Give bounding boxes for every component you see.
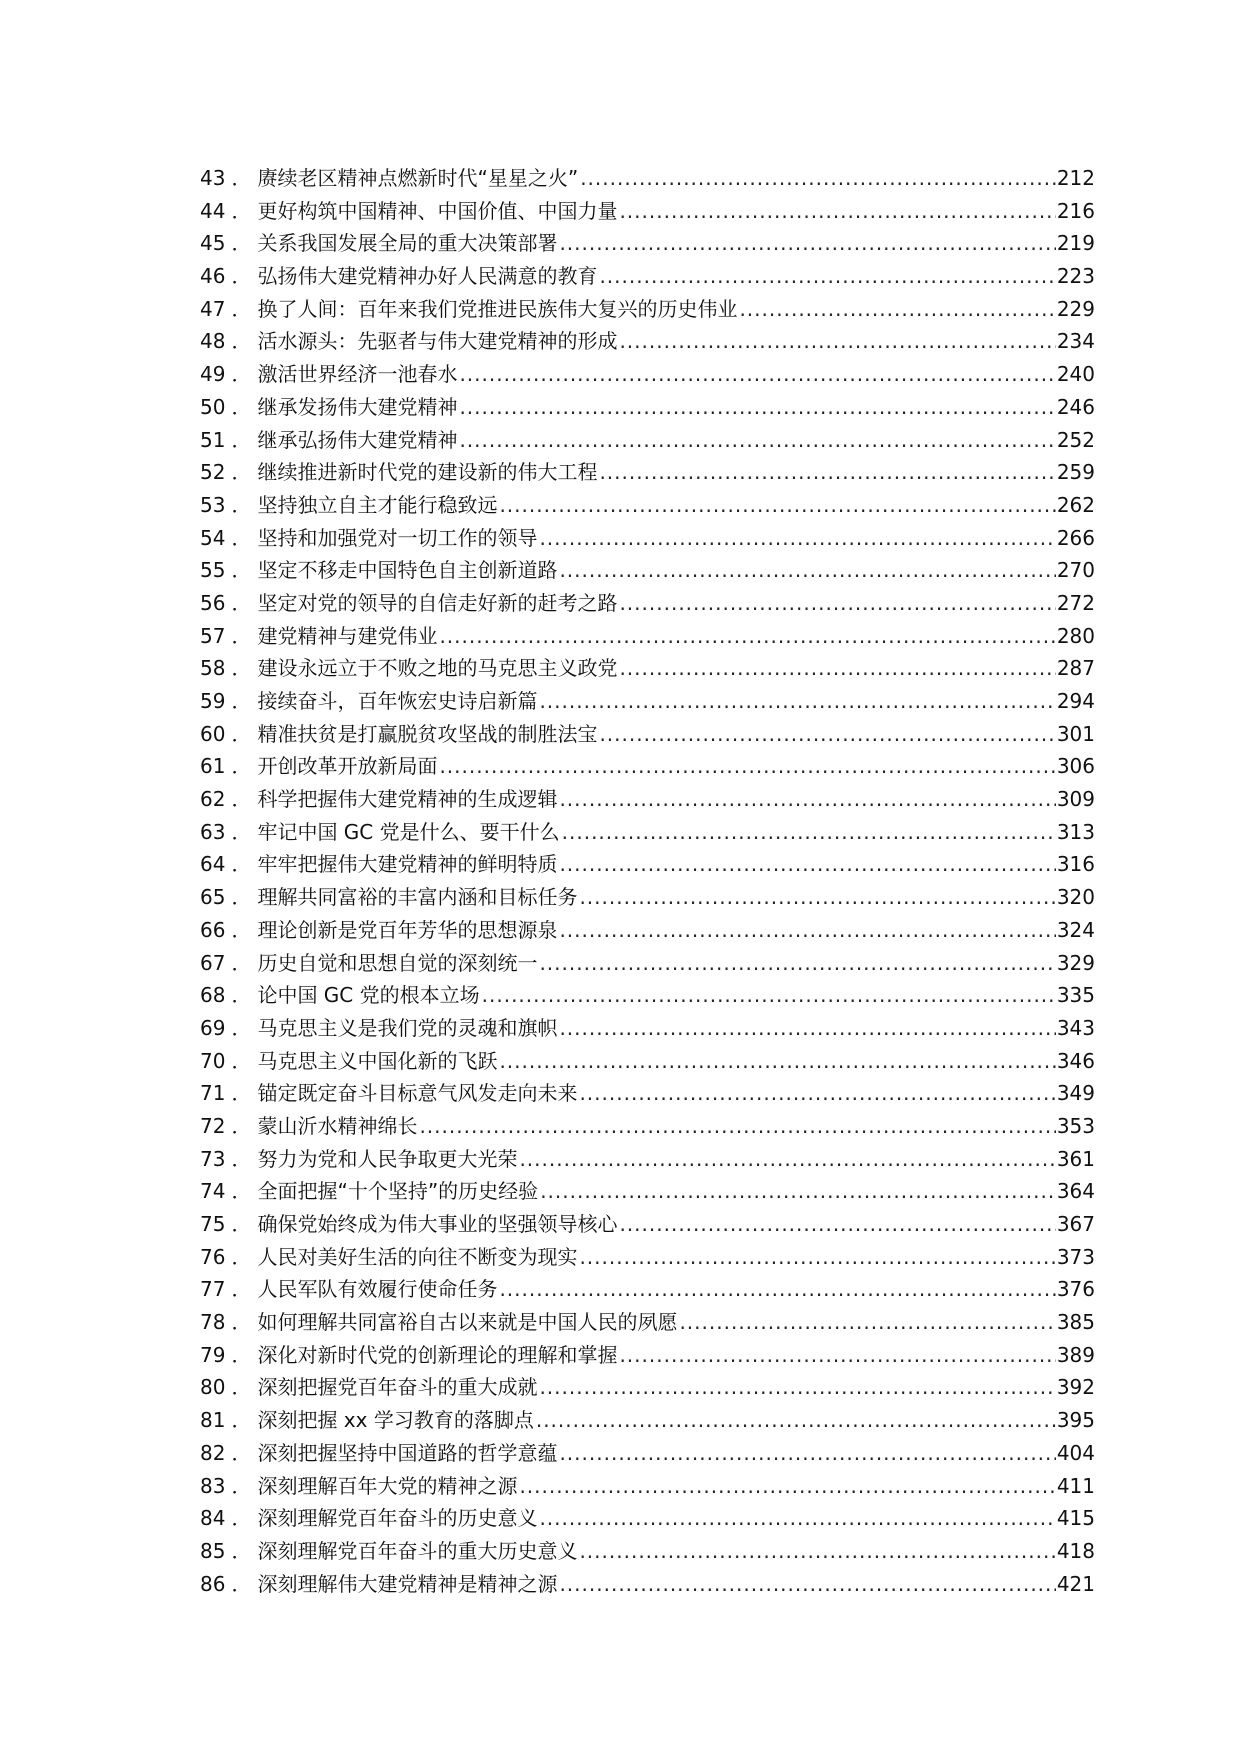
entry-title: 精准扶贫是打赢脱贫攻坚战的制胜法宝 <box>257 721 598 746</box>
entry-title: 理论创新是党百年芳华的思想源泉 <box>257 917 558 942</box>
toc-entry[interactable] <box>200 1273 1095 1306</box>
entry-separator: ． <box>231 656 252 681</box>
entry-page-number: 212 <box>1056 166 1095 190</box>
toc-entry[interactable] <box>200 979 1095 1012</box>
entry-number: 75 <box>200 1212 226 1236</box>
toc-entry[interactable] <box>200 1339 1095 1372</box>
entry-separator: ． <box>231 558 252 583</box>
entry-page-number: 346 <box>1056 1048 1095 1073</box>
entry-page-number: 309 <box>1056 787 1095 812</box>
entry-page-number: 404 <box>1056 1440 1095 1465</box>
dot-leader <box>559 554 1055 587</box>
entry-number: 53 <box>200 492 226 517</box>
entry-title: 建设永远立于不败之地的马克思主义政党 <box>257 656 618 681</box>
dot-leader <box>519 1143 1055 1176</box>
entry-separator: ． <box>231 264 252 289</box>
entry-page-number: 270 <box>1056 558 1095 583</box>
entry-page-number: 252 <box>1056 427 1095 452</box>
entry-separator: ． <box>231 1146 252 1171</box>
entry-separator: ． <box>231 1179 252 1204</box>
entry-number: 68 <box>200 983 226 1008</box>
entry-title: 深刻把握 xx 学习教育的落脚点 <box>257 1408 534 1433</box>
toc-entry[interactable] <box>200 816 1095 849</box>
toc-entry[interactable] <box>200 1502 1095 1535</box>
toc-entry[interactable] <box>200 554 1095 587</box>
entry-number: 66 <box>200 917 226 942</box>
dot-leader <box>459 424 1055 457</box>
entry-separator: ． <box>231 689 252 713</box>
entry-page-number: 367 <box>1056 1212 1095 1236</box>
dot-leader <box>559 1437 1055 1470</box>
entry-page-number: 280 <box>1056 623 1095 648</box>
dot-leader <box>599 456 1055 489</box>
toc-entry[interactable] <box>200 391 1095 424</box>
entry-page-number: 395 <box>1056 1408 1095 1433</box>
dot-leader <box>459 358 1055 391</box>
entry-separator: ． <box>231 296 252 321</box>
entry-title: 激活世界经济一池春水 <box>257 362 458 387</box>
entry-number: 84 <box>200 1506 226 1531</box>
dot-leader <box>439 750 1055 783</box>
entry-page-number: 259 <box>1056 460 1095 485</box>
entry-separator: ． <box>231 917 252 942</box>
entry-page-number: 421 <box>1056 1571 1095 1596</box>
entry-number: 83 <box>200 1473 226 1498</box>
dot-leader <box>439 620 1055 653</box>
entry-title: 理解共同富裕的丰富内涵和目标任务 <box>257 885 578 910</box>
entry-number: 59 <box>200 689 226 713</box>
entry-title: 坚定不移走中国特色自主创新道路 <box>257 558 558 583</box>
entry-separator: ． <box>231 525 252 550</box>
toc-entry[interactable] <box>200 1437 1095 1470</box>
entry-separator: ． <box>231 1212 252 1236</box>
dot-leader <box>539 522 1055 555</box>
entry-number: 85 <box>200 1538 226 1563</box>
entry-number: 71 <box>200 1081 226 1106</box>
toc-entry[interactable] <box>200 1568 1095 1601</box>
entry-number: 79 <box>200 1342 226 1367</box>
entry-title: 继续推进新时代党的建设新的伟大工程 <box>257 460 598 485</box>
entry-page-number: 234 <box>1056 329 1095 354</box>
entry-number: 64 <box>200 852 226 877</box>
entry-separator: ． <box>231 492 252 517</box>
entry-page-number: 301 <box>1056 721 1095 746</box>
entry-separator: ． <box>231 1571 252 1596</box>
entry-number: 72 <box>200 1113 226 1138</box>
entry-page-number: 223 <box>1056 264 1095 289</box>
dot-leader <box>579 1535 1055 1568</box>
entry-number: 78 <box>200 1310 226 1335</box>
entry-title: 继承发扬伟大建党精神 <box>257 394 458 419</box>
entry-title: 接续奋斗，百年恢宏史诗启新篇 <box>257 689 538 713</box>
toc-entry[interactable] <box>200 227 1095 260</box>
toc-entry[interactable] <box>200 718 1095 751</box>
table-of-contents <box>200 162 1095 1600</box>
toc-entry[interactable] <box>200 881 1095 914</box>
entry-title: 弘扬伟大建党精神办好人民满意的教育 <box>257 264 598 289</box>
dot-leader <box>540 1175 1056 1208</box>
entry-page-number: 240 <box>1056 362 1095 387</box>
entry-title: 关系我国发展全局的重大决策部署 <box>257 231 558 256</box>
entry-page-number: 229 <box>1056 296 1095 321</box>
entry-separator: ． <box>231 1310 252 1335</box>
entry-separator: ． <box>231 1375 252 1400</box>
entry-number: 58 <box>200 656 226 681</box>
entry-title: 坚持独立自主才能行稳致远 <box>257 492 498 517</box>
dot-leader <box>419 1110 1055 1143</box>
entry-title: 更好构筑中国精神、中国价值、中国力量 <box>257 198 618 223</box>
entry-page-number: 313 <box>1056 819 1095 844</box>
dot-leader <box>539 685 1055 718</box>
entry-page-number: 246 <box>1056 394 1095 419</box>
entry-page-number: 415 <box>1056 1506 1095 1531</box>
entry-page-number: 262 <box>1056 492 1095 517</box>
toc-entry[interactable] <box>200 914 1095 947</box>
entry-number: 54 <box>200 525 226 550</box>
dot-leader <box>539 1502 1055 1535</box>
entry-page-number: 266 <box>1056 525 1095 550</box>
entry-title: 坚定对党的领导的自信走好新的赶考之路 <box>257 590 618 615</box>
entry-number: 44 <box>200 198 226 223</box>
entry-title: 深刻理解党百年奋斗的历史意义 <box>257 1506 538 1531</box>
dot-leader <box>579 1241 1055 1274</box>
entry-number: 74 <box>200 1179 226 1204</box>
dot-leader <box>679 1306 1055 1339</box>
entry-title: 马克思主义是我们党的灵魂和旗帜 <box>257 1015 558 1040</box>
toc-entry[interactable] <box>200 1306 1095 1339</box>
dot-leader <box>499 1045 1055 1078</box>
entry-number: 61 <box>200 754 226 779</box>
entry-title: 赓续老区精神点燃新时代“星星之火” <box>257 166 579 190</box>
entry-page-number: 329 <box>1056 950 1095 975</box>
entry-number: 67 <box>200 950 226 975</box>
toc-entry[interactable] <box>200 358 1095 391</box>
dot-leader <box>619 587 1055 620</box>
entry-separator: ． <box>231 852 252 877</box>
entry-number: 63 <box>200 819 226 844</box>
entry-page-number: 294 <box>1056 689 1095 713</box>
entry-separator: ． <box>231 983 252 1008</box>
dot-leader <box>559 914 1055 947</box>
entry-title: 蒙山沂水精神绵长 <box>257 1113 418 1138</box>
entry-separator: ． <box>231 1538 252 1563</box>
entry-number: 51 <box>200 427 226 452</box>
entry-page-number: 335 <box>1056 983 1095 1008</box>
dot-leader <box>519 1470 1055 1503</box>
entry-separator: ． <box>231 1408 252 1433</box>
entry-number: 81 <box>200 1408 226 1433</box>
entry-number: 52 <box>200 460 226 485</box>
dot-leader <box>619 325 1055 358</box>
dot-leader <box>559 1012 1055 1045</box>
entry-page-number: 353 <box>1056 1113 1095 1138</box>
entry-page-number: 373 <box>1056 1244 1095 1269</box>
entry-page-number: 361 <box>1056 1146 1095 1171</box>
entry-page-number: 349 <box>1056 1081 1095 1106</box>
entry-title: 深刻把握党百年奋斗的重大成就 <box>257 1375 538 1400</box>
entry-separator: ． <box>231 950 252 975</box>
toc-entry[interactable] <box>200 424 1095 457</box>
dot-leader <box>559 783 1055 816</box>
dot-leader <box>619 1208 1055 1241</box>
entry-separator: ． <box>231 1015 252 1040</box>
entry-title: 历史自觉和思想自觉的深刻统一 <box>257 950 538 975</box>
entry-separator: ． <box>231 1048 252 1073</box>
entry-separator: ． <box>231 427 252 452</box>
dot-leader <box>579 1077 1055 1110</box>
entry-number: 69 <box>200 1015 226 1040</box>
toc-entry[interactable] <box>200 1404 1095 1437</box>
entry-number: 46 <box>200 264 226 289</box>
entry-title: 努力为党和人民争取更大光荣 <box>257 1146 518 1171</box>
toc-entry[interactable] <box>200 652 1095 685</box>
entry-title: 论中国 GC 党的根本立场 <box>257 983 480 1008</box>
entry-page-number: 418 <box>1056 1538 1095 1563</box>
dot-leader <box>539 947 1055 980</box>
dot-leader <box>599 260 1055 293</box>
entry-page-number: 306 <box>1056 754 1095 779</box>
entry-separator: ． <box>231 885 252 910</box>
entry-number: 77 <box>200 1277 226 1302</box>
entry-title: 科学把握伟大建党精神的生成逻辑 <box>257 787 558 812</box>
toc-entry[interactable] <box>200 293 1095 326</box>
entry-separator: ． <box>231 1244 252 1269</box>
entry-number: 65 <box>200 885 226 910</box>
entry-separator: ． <box>231 819 252 844</box>
entry-number: 49 <box>200 362 226 387</box>
toc-entry[interactable] <box>200 162 1095 195</box>
dot-leader <box>619 1339 1055 1372</box>
entry-title: 确保党始终成为伟大事业的坚强领导核心 <box>257 1212 618 1236</box>
entry-page-number: 287 <box>1056 656 1095 681</box>
entry-number: 47 <box>200 296 226 321</box>
entry-separator: ． <box>231 166 252 190</box>
entry-page-number: 272 <box>1056 590 1095 615</box>
entry-title: 继承弘扬伟大建党精神 <box>257 427 458 452</box>
dot-leader <box>482 979 1056 1012</box>
entry-number: 57 <box>200 623 226 648</box>
entry-title: 深刻理解百年大党的精神之源 <box>257 1473 518 1498</box>
toc-entry[interactable] <box>200 783 1095 816</box>
entry-number: 45 <box>200 231 226 256</box>
entry-separator: ． <box>231 460 252 485</box>
dot-leader <box>559 848 1055 881</box>
dot-leader <box>599 718 1055 751</box>
toc-entry[interactable] <box>200 1241 1095 1274</box>
dot-leader <box>499 489 1055 522</box>
toc-entry[interactable] <box>200 848 1095 881</box>
toc-entry[interactable] <box>200 1175 1095 1208</box>
entry-page-number: 385 <box>1056 1310 1095 1335</box>
dot-leader <box>499 1273 1055 1306</box>
dot-leader <box>619 195 1055 228</box>
entry-separator: ． <box>231 394 252 419</box>
entry-title: 开创改革开放新局面 <box>257 754 438 779</box>
entry-separator: ． <box>231 1277 252 1302</box>
entry-title: 深刻理解党百年奋斗的重大历史意义 <box>257 1538 578 1563</box>
entry-separator: ． <box>231 590 252 615</box>
entry-number: 76 <box>200 1244 226 1269</box>
entry-separator: ． <box>231 1113 252 1138</box>
toc-entry[interactable] <box>200 1077 1095 1110</box>
entry-title: 换了人间：百年来我们党推进民族伟大复兴的历史伟业 <box>257 296 738 321</box>
entry-separator: ． <box>231 329 252 354</box>
dot-leader <box>536 1404 1056 1437</box>
entry-number: 55 <box>200 558 226 583</box>
dot-leader <box>619 652 1055 685</box>
entry-title: 深刻理解伟大建党精神是精神之源 <box>257 1571 558 1596</box>
entry-number: 60 <box>200 721 226 746</box>
entry-page-number: 392 <box>1056 1375 1095 1400</box>
entry-title: 锚定既定奋斗目标意气风发走向未来 <box>257 1081 578 1106</box>
entry-title: 如何理解共同富裕自古以来就是中国人民的夙愿 <box>257 1310 678 1335</box>
entry-number: 73 <box>200 1146 226 1171</box>
entry-title: 建党精神与建党伟业 <box>257 623 438 648</box>
dot-leader <box>559 1568 1055 1601</box>
entry-page-number: 219 <box>1056 231 1095 256</box>
entry-separator: ． <box>231 787 252 812</box>
toc-entry[interactable] <box>200 1470 1095 1503</box>
entry-title: 牢记中国 GC 党是什么、要干什么 <box>257 819 560 844</box>
entry-page-number: 389 <box>1056 1342 1095 1367</box>
toc-entry[interactable] <box>200 1143 1095 1176</box>
toc-entry[interactable] <box>200 325 1095 358</box>
dot-leader <box>739 293 1055 326</box>
entry-separator: ． <box>231 1506 252 1531</box>
entry-separator: ． <box>231 1473 252 1498</box>
entry-number: 43 <box>200 166 226 190</box>
entry-separator: ． <box>231 362 252 387</box>
toc-entry[interactable] <box>200 685 1095 718</box>
entry-number: 82 <box>200 1440 226 1465</box>
entry-number: 56 <box>200 590 226 615</box>
entry-title: 活水源头：先驱者与伟大建党精神的形成 <box>257 329 618 354</box>
entry-separator: ． <box>231 623 252 648</box>
entry-separator: ． <box>231 721 252 746</box>
toc-entry[interactable] <box>200 456 1095 489</box>
entry-title: 牢牢把握伟大建党精神的鲜明特质 <box>257 852 558 877</box>
toc-entry[interactable] <box>200 1371 1095 1404</box>
entry-separator: ． <box>231 198 252 223</box>
entry-number: 62 <box>200 787 226 812</box>
entry-page-number: 364 <box>1056 1179 1095 1204</box>
dot-leader <box>539 1371 1055 1404</box>
entry-page-number: 376 <box>1056 1277 1095 1302</box>
entry-number: 48 <box>200 329 226 354</box>
toc-entry[interactable] <box>200 1110 1095 1143</box>
dot-leader <box>562 816 1056 849</box>
entry-separator: ． <box>231 754 252 779</box>
entry-title: 深刻把握坚持中国道路的哲学意蕴 <box>257 1440 558 1465</box>
toc-entry[interactable] <box>200 1535 1095 1568</box>
entry-page-number: 343 <box>1056 1015 1095 1040</box>
entry-separator: ． <box>231 1081 252 1106</box>
entry-title: 人民对美好生活的向往不断变为现实 <box>257 1244 578 1269</box>
dot-leader <box>559 227 1055 260</box>
toc-entry[interactable] <box>200 195 1095 228</box>
entry-separator: ． <box>231 1440 252 1465</box>
entry-page-number: 411 <box>1056 1473 1095 1498</box>
toc-entry[interactable] <box>200 1208 1095 1241</box>
toc-entry[interactable] <box>200 587 1095 620</box>
entry-number: 86 <box>200 1571 226 1596</box>
toc-entry[interactable] <box>200 1012 1095 1045</box>
entry-number: 80 <box>200 1375 226 1400</box>
entry-title: 全面把握“十个坚持”的历史经验 <box>257 1179 539 1204</box>
toc-entry[interactable] <box>200 750 1095 783</box>
toc-entry[interactable] <box>200 260 1095 293</box>
entry-separator: ． <box>231 231 252 256</box>
entry-title: 坚持和加强党对一切工作的领导 <box>257 525 538 550</box>
entry-number: 50 <box>200 394 226 419</box>
toc-entry[interactable] <box>200 620 1095 653</box>
entry-title: 深化对新时代党的创新理论的理解和掌握 <box>257 1342 618 1367</box>
entry-page-number: 316 <box>1056 852 1095 877</box>
dot-leader <box>579 881 1055 914</box>
toc-entry[interactable] <box>200 1045 1095 1078</box>
toc-entry[interactable] <box>200 522 1095 555</box>
entry-page-number: 216 <box>1056 198 1095 223</box>
toc-entry[interactable] <box>200 947 1095 980</box>
entry-page-number: 324 <box>1056 917 1095 942</box>
entry-number: 70 <box>200 1048 226 1073</box>
dot-leader <box>580 162 1056 195</box>
toc-entry[interactable] <box>200 489 1095 522</box>
dot-leader <box>459 391 1055 424</box>
entry-title: 人民军队有效履行使命任务 <box>257 1277 498 1302</box>
entry-title: 马克思主义中国化新的飞跃 <box>257 1048 498 1073</box>
entry-page-number: 320 <box>1056 885 1095 910</box>
entry-separator: ． <box>231 1342 252 1367</box>
